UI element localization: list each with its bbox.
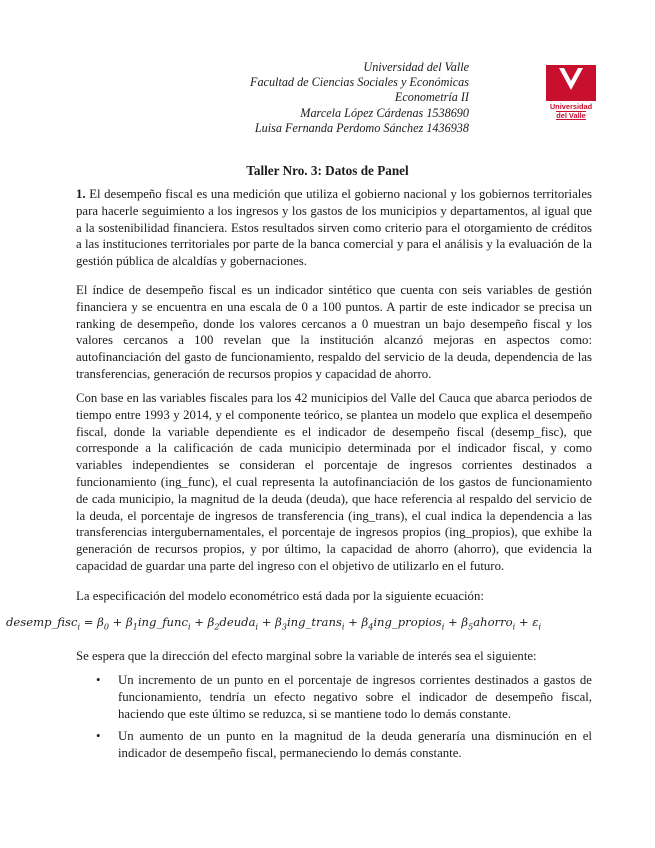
- eq-error-sub: i: [538, 622, 542, 632]
- question-number: 1.: [76, 187, 86, 201]
- eq-b2: β: [207, 615, 215, 629]
- eq-plus-1: +: [108, 615, 127, 629]
- list-item-text: Un aumento de un punto en la magnitud de la deuda generaría una disminución en el indicador de desempeño fiscal, permaneciendo lo demás constante.: [118, 729, 592, 761]
- paragraph-1: [76, 186, 592, 270]
- logo-wordmark: [545, 103, 597, 120]
- university-logo-icon: [545, 64, 597, 102]
- eq-var-5-sub: i: [512, 622, 516, 632]
- header-info: [169, 60, 469, 136]
- model-equation: [6, 615, 651, 631]
- eq-b5-sub: 5: [468, 622, 474, 632]
- eq-lhs: desemp_fisc: [6, 615, 78, 629]
- eq-b0: β: [97, 615, 104, 629]
- paragraph-5: Se espera que la dirección del efecto marginal sobre la variable de interés sea el siguiente:: [76, 649, 537, 663]
- header-course: Econometría II: [394, 90, 469, 105]
- eq-b0-sub: 0: [103, 622, 109, 632]
- paragraph-2: El índice de desempeño fiscal es un indicador sintético que cuenta con seis variables de gestión financiera y se encuentra en una escala de 0 a 100 puntos. A partir de este indicador se precisa un ranking de desempeño, donde los valores cercanos a 0 muestran un bajo desempeño fiscal y los valores cercanos a 100 revelan que la institución alcanzó mejoras en aspectos como: autofinanciación del gasto de funcionamiento, respaldo del servicio de la deuda, dependencia de las transferencias, generación de recursos propios y capacidad de ahorro.: [76, 283, 592, 381]
- logo-text-line-1: Universidad: [549, 102, 593, 111]
- page-title: Taller Nro. 3: Datos de Panel: [246, 163, 409, 178]
- eq-var-1-sub: i: [187, 622, 191, 632]
- eq-b3: β: [275, 615, 282, 629]
- eq-b1-sub: 1: [132, 622, 138, 632]
- bullet-icon: •: [96, 673, 101, 687]
- eq-var-5: ahorro: [473, 615, 513, 629]
- eq-var-4-sub: i: [441, 622, 445, 632]
- eq-b4: β: [361, 615, 369, 629]
- eq-plus-3: +: [258, 615, 276, 629]
- eq-var-1: ing_func: [137, 615, 188, 629]
- paragraph-4: La especificación del modelo econométrico está dada por la siguiente ecuación:: [76, 589, 484, 603]
- expectations-list: [96, 672, 592, 768]
- eq-b2-sub: 2: [214, 622, 220, 632]
- eq-var-2: deuda: [219, 615, 256, 629]
- eq-lhs-sub: i: [77, 622, 81, 632]
- eq-b5: β: [461, 615, 469, 629]
- list-item: [96, 672, 592, 722]
- logo-text-line-2: del Valle: [556, 111, 586, 120]
- eq-plus-5: +: [444, 615, 462, 629]
- paragraph-1-text: El desempeño fiscal es una medición que utiliza el gobierno nacional y los gobiernos territoriales para hacerle seguimiento a los ingresos y los gastos de los municipios y departamentos, al igual que a la sostenibilidad financiera. Estos resultados sirven como criterio para el otorgamiento de créditos a las instituciones territoriales por parte de la banca comercial y para el análisis y la evaluación de la gestión pública de alcaldías y gobernaciones.: [76, 187, 592, 269]
- bullet-icon: •: [96, 729, 101, 744]
- university-logo: [545, 64, 597, 120]
- eq-b1: β: [126, 615, 133, 629]
- eq-b3-sub: 3: [281, 622, 287, 632]
- header-faculty: Facultad de Ciencias Sociales y Económicas: [250, 75, 469, 90]
- eq-equals: =: [80, 615, 98, 629]
- paragraph-3: Con base en las variables fiscales para los 42 municipios del Valle del Cauca que abarca periodos de tiempo entre 1993 y 2014, y el componente teórico, se plantea un modelo que explica el desempeño fiscal, donde la variable dependiente es el indicador de desempeño fiscal (desemp_fisc), que corresponde a la calificación de cada municipio determinada por el indicador fiscal, y como variables independientes se consideran el porcentaje de ingresos corrientes destinados a funcionamiento (ing_func), el cual representa la autofinanciación de los gastos de funcionamiento de cada municipio, la magnitud de la deuda (deuda), que hace referencia al respaldo del servicio de la deuda, el porcentaje de ingresos de transferencia (ing_trans), el cual indica la dependencia a las transferencias intergubernamentales, el porcentaje de ingresos propios (ing_propios), que exhibe la generación de recursos propios, y por último, la capacidad de ahorro (ahorro), que evidencia la capacidad de guardar una parte del ingreso con el objetivo de utilizarlo en el futuro.: [76, 391, 592, 573]
- eq-plus-2: +: [190, 615, 208, 629]
- eq-plus-6: +: [515, 615, 533, 629]
- eq-var-2-sub: i: [255, 622, 259, 632]
- header-author-2: Luisa Fernanda Perdomo Sánchez 1436938: [254, 120, 469, 135]
- eq-plus-4: +: [344, 615, 362, 629]
- header-university: Universidad del Valle: [363, 60, 469, 74]
- eq-var-4: ing_propios: [373, 615, 442, 629]
- eq-var-3-sub: i: [341, 622, 345, 632]
- list-item-text: Un incremento de un punto en el porcentaje de ingresos corrientes destinados a gastos de funcionamiento, tendría un efecto negativo sobre el indicador de desempeño fiscal, haciendo que este último se reduzca, si se mantiene todo lo demás constante.: [118, 673, 592, 721]
- eq-b4-sub: 4: [368, 622, 374, 632]
- header-author-1: Marcela López Cárdenas 1538690: [300, 105, 469, 120]
- list-item: [96, 728, 592, 762]
- eq-var-3: ing_trans: [286, 615, 342, 629]
- eq-error: ε: [532, 615, 539, 629]
